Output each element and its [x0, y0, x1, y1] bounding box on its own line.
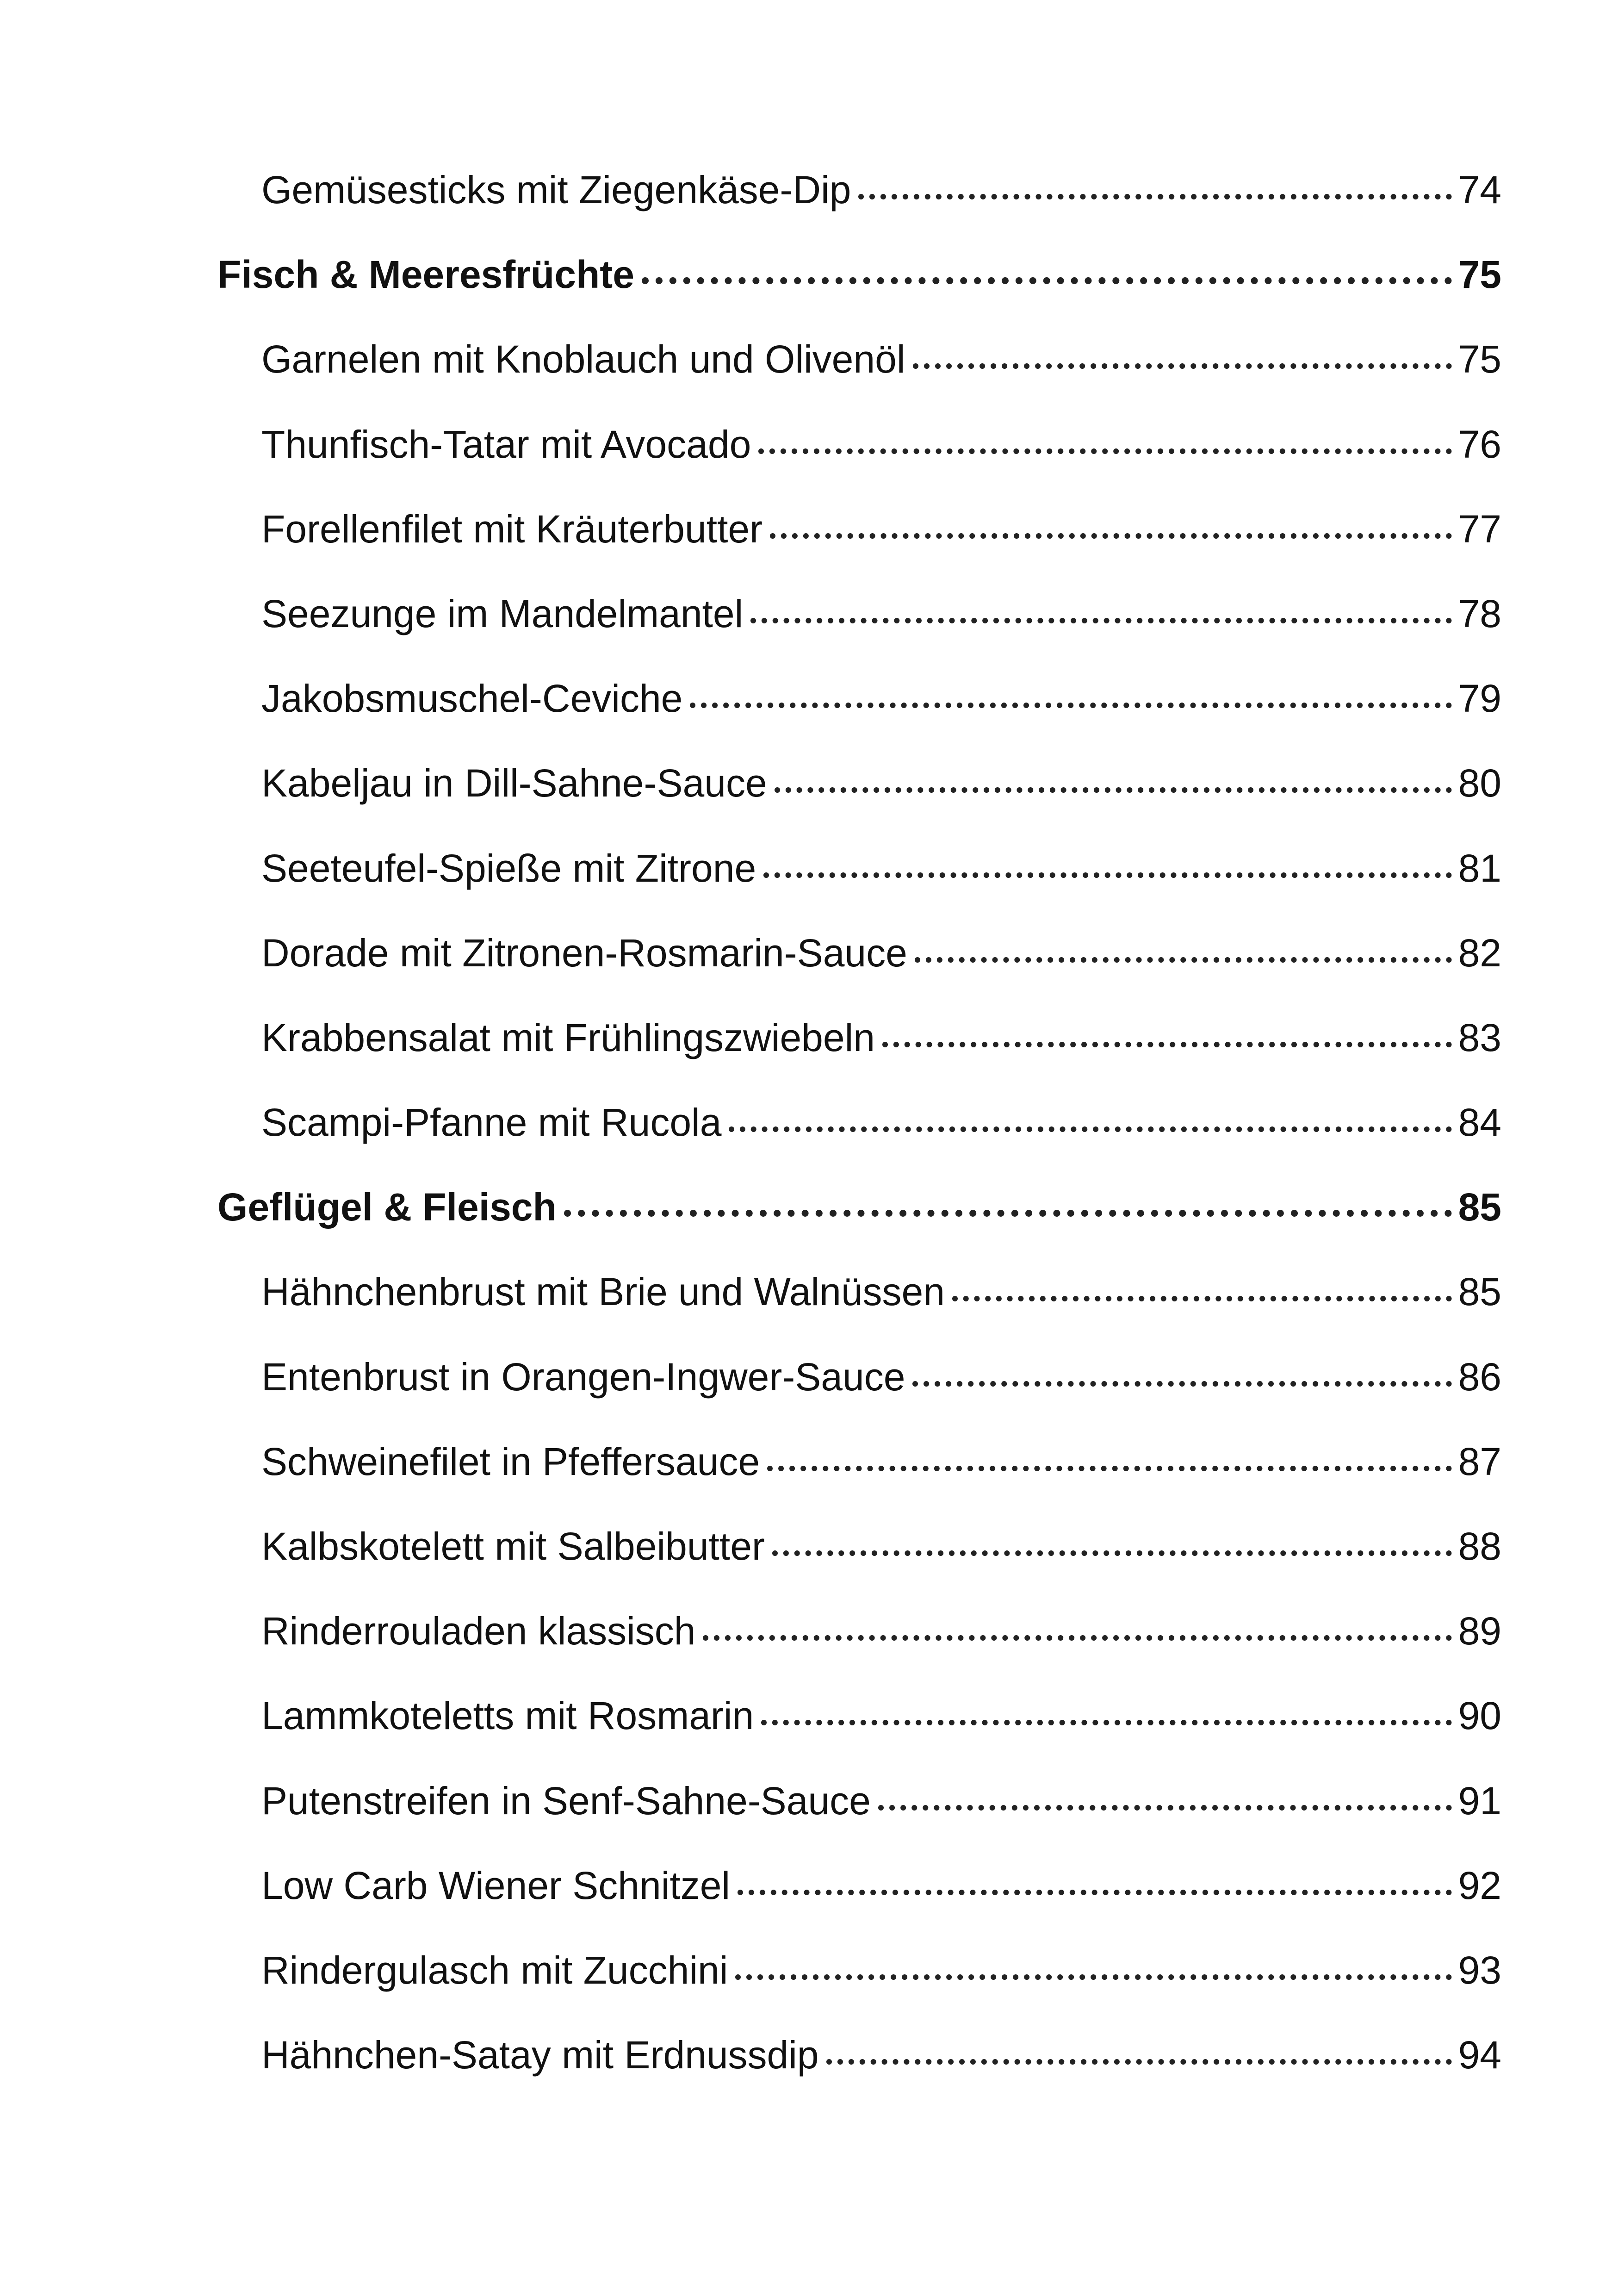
toc-entry[interactable] — [217, 1354, 1501, 1438]
dot-leader — [775, 787, 1452, 793]
toc-entry-title: Lammkoteletts mit Rosmarin — [261, 1694, 754, 1738]
toc-entry[interactable] — [217, 675, 1501, 760]
dot-leader — [729, 1126, 1451, 1132]
dot-leader — [952, 1296, 1452, 1301]
toc-entry[interactable] — [217, 1014, 1501, 1099]
toc-entry[interactable] — [217, 1523, 1501, 1608]
toc-entry-page: 89 — [1458, 1609, 1501, 1653]
toc-entry[interactable] — [217, 845, 1501, 930]
dot-leader — [690, 703, 1451, 708]
toc-entry-title: Gemüsesticks mit Ziegenkäse-Dip — [261, 168, 851, 212]
toc-entry-title: Rindergulasch mit Zucchini — [261, 1948, 728, 1992]
toc-entry-page: 79 — [1458, 677, 1501, 721]
toc-section-title: Geflügel & Fleisch — [217, 1185, 557, 1229]
toc-section-page: 75 — [1458, 253, 1501, 297]
toc-entry-title: Low Carb Wiener Schnitzel — [261, 1863, 731, 1907]
toc-entry-page: 81 — [1458, 846, 1501, 890]
toc-entry-page: 78 — [1458, 591, 1501, 635]
toc-entry[interactable] — [217, 1947, 1501, 2032]
toc-entry[interactable] — [217, 167, 1501, 251]
toc-entry-title: Hähnchenbrust mit Brie und Walnüssen — [261, 1270, 945, 1314]
toc-entry-page: 85 — [1458, 1270, 1501, 1314]
toc-entry-title: Kalbskotelett mit Salbeibutter — [261, 1524, 765, 1568]
toc-entry-page: 80 — [1458, 761, 1501, 805]
toc-entry[interactable] — [217, 1099, 1501, 1184]
toc-entry-title: Entenbrust in Orangen-Ingwer-Sauce — [261, 1355, 905, 1399]
toc-entry-page: 76 — [1458, 422, 1501, 466]
dot-leader — [735, 1974, 1451, 1980]
toc-entry-page: 74 — [1458, 168, 1501, 212]
toc-entry[interactable] — [217, 1862, 1501, 1947]
toc-entry-title: Scampi-Pfanne mit Rucola — [261, 1101, 722, 1145]
toc-entry-page: 88 — [1458, 1524, 1501, 1568]
toc-entry-page: 92 — [1458, 1863, 1501, 1907]
toc-entry[interactable] — [217, 1778, 1501, 1862]
toc-entry-page: 93 — [1458, 1948, 1501, 1992]
toc-entry-title: Schweinefilet in Pfeffersauce — [261, 1439, 760, 1483]
toc-entry[interactable] — [217, 1438, 1501, 1523]
dot-leader — [882, 1042, 1452, 1047]
toc-entry[interactable] — [217, 421, 1501, 506]
dot-leader — [750, 618, 1451, 623]
dot-leader — [858, 194, 1451, 199]
toc-entry[interactable] — [217, 760, 1501, 845]
toc-entry-title: Krabbensalat mit Frühlingszwiebeln — [261, 1015, 875, 1059]
dot-leader — [761, 1720, 1451, 1725]
toc-entry[interactable] — [217, 336, 1501, 421]
toc-entry[interactable] — [217, 1608, 1501, 1692]
dot-leader — [915, 957, 1452, 963]
toc-entry-page: 90 — [1458, 1694, 1501, 1738]
dot-leader — [564, 1210, 1452, 1217]
toc-entry-title: Forellenfilet mit Kräuterbutter — [261, 507, 763, 551]
toc-entry-page: 94 — [1458, 2033, 1501, 2077]
toc-entry-title: Thunfisch-Tatar mit Avocado — [261, 422, 751, 466]
toc-entry-page: 77 — [1458, 507, 1501, 551]
toc-entry[interactable] — [217, 930, 1501, 1014]
table-of-contents — [217, 167, 1501, 2116]
toc-entry-title: Seezunge im Mandelmantel — [261, 591, 744, 635]
toc-entry-page: 87 — [1458, 1439, 1501, 1483]
toc-entry-page: 75 — [1458, 337, 1501, 381]
toc-entry-title: Seeteufel-Spieße mit Zitrone — [261, 846, 756, 890]
toc-entry[interactable] — [217, 1269, 1501, 1353]
toc-section-page: 85 — [1458, 1185, 1501, 1229]
toc-entry-page: 83 — [1458, 1015, 1501, 1059]
dot-leader — [913, 363, 1452, 369]
toc-section-heading[interactable] — [217, 251, 1501, 336]
toc-entry-title: Jakobsmuschel-Ceviche — [261, 677, 683, 721]
toc-entry-title: Rinderrouladen klassisch — [261, 1609, 696, 1653]
toc-entry[interactable] — [217, 591, 1501, 675]
toc-entry-title: Garnelen mit Knoblauch und Olivenöl — [261, 337, 905, 381]
dot-leader — [703, 1635, 1451, 1641]
toc-entry-page: 86 — [1458, 1355, 1501, 1399]
dot-leader — [826, 2059, 1452, 2065]
toc-section-title: Fisch & Meeresfrüchte — [217, 253, 634, 297]
dot-leader — [772, 1550, 1452, 1556]
toc-entry-title: Putenstreifen in Senf-Sahne-Sauce — [261, 1779, 871, 1823]
dot-leader — [738, 1890, 1451, 1895]
dot-leader — [878, 1805, 1452, 1811]
dot-leader — [763, 872, 1451, 878]
toc-entry[interactable] — [217, 1692, 1501, 1777]
dot-leader — [642, 277, 1452, 284]
dot-leader — [767, 1466, 1451, 1471]
toc-entry-page: 82 — [1458, 931, 1501, 975]
toc-entry[interactable] — [217, 2032, 1501, 2116]
toc-entry[interactable] — [217, 506, 1501, 591]
toc-entry-title: Kabeljau in Dill-Sahne-Sauce — [261, 761, 767, 805]
toc-section-heading[interactable] — [217, 1184, 1501, 1269]
toc-entry-page: 84 — [1458, 1101, 1501, 1145]
dot-leader — [770, 533, 1451, 539]
toc-entry-title: Hähnchen-Satay mit Erdnussdip — [261, 2033, 819, 2077]
toc-entry-page: 91 — [1458, 1779, 1501, 1823]
dot-leader — [758, 448, 1451, 454]
toc-entry-title: Dorade mit Zitronen-Rosmarin-Sauce — [261, 931, 907, 975]
dot-leader — [912, 1381, 1451, 1387]
